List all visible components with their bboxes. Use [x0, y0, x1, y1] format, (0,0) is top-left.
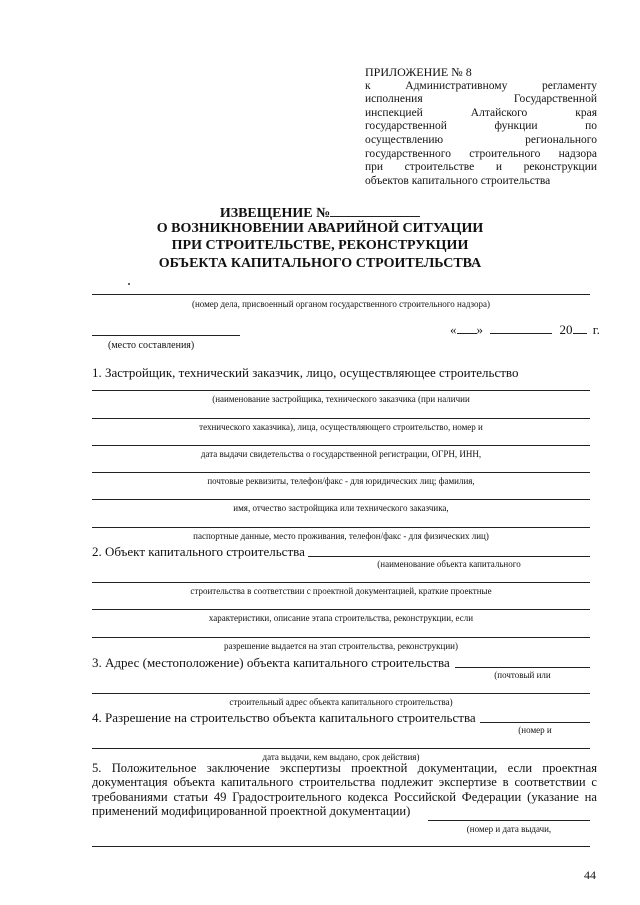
section-1-line[interactable] [92, 527, 590, 528]
section-4-caption: дата выдачи, кем выдано, срок действия) [262, 752, 420, 762]
day-blank[interactable] [457, 322, 477, 334]
section-2-caption: строительства в соответствии с проектной документацией, краткие проектные [190, 586, 492, 596]
appendix-line: исполнения Государственной [365, 93, 597, 106]
case-number-line[interactable] [92, 294, 590, 295]
page-number: 44 [584, 868, 596, 882]
notice-number-blank[interactable] [330, 204, 420, 217]
appendix-line: объектов капитального строительства [365, 174, 551, 187]
year-suffix: г. [592, 322, 600, 337]
notice-subtitle-1: О ВОЗНИКНОВЕНИИ АВАРИЙНОЙ СИТУАЦИИ [156, 221, 484, 236]
section-2-line[interactable] [92, 637, 590, 638]
case-number-caption: (номер дела, присвоенный органом государственного строительного надзора) [191, 299, 491, 309]
section-2-caption: (наименование объекта капитального [377, 559, 521, 569]
section-5-line: документация объекта капитального строительства подлежит экспертизе в соответствии с [92, 775, 597, 790]
appendix-line: осуществлению регионального [365, 133, 597, 146]
appendix-line: к Административному регламенту [365, 79, 597, 92]
section-2-caption: характеристики, описание этапа строительства, реконструкции, если [208, 613, 474, 623]
date-quote-open: « [450, 322, 457, 337]
section-3-title: 3. Адрес (местоположение) объекта капитального строительства [92, 655, 450, 670]
notice-subtitle-3: ОБЪЕКТА КАПИТАЛЬНОГО СТРОИТЕЛЬСТВА [158, 256, 482, 271]
notice-title-text: ИЗВЕЩЕНИЕ № [219, 206, 331, 221]
section-5-line-blank[interactable] [92, 846, 590, 847]
section-1-caption: паспортные данные, место проживания, телефон/факс - для физических лиц) [193, 531, 489, 541]
section-4-caption: (номер и [518, 725, 552, 735]
section-5-line: требованиями статьи 49 Градостроительного кодекса Российской Федерации (указание на [92, 789, 597, 804]
appendix-line: государственной функции по [365, 120, 597, 133]
section-1-caption: дата выдачи свидетельства о государственной регистрации, ОГРН, ИНН, [200, 449, 482, 459]
section-1-line[interactable] [92, 445, 590, 446]
notice-title [0, 204, 640, 222]
section-5-line: 5. Положительное заключение экспертизы проектной документации, если проектная [92, 761, 597, 775]
section-5-caption: (номер и дата выдачи, [466, 824, 552, 834]
appendix-line: государственного строительного надзора [365, 147, 597, 160]
section-4-line[interactable] [92, 748, 590, 749]
month-blank[interactable] [490, 322, 552, 334]
section-1-caption: почтовые реквизиты, телефон/факс - для юридических лиц; фамилия, [207, 476, 475, 486]
year-blank[interactable] [573, 322, 587, 334]
section-2-line[interactable] [92, 609, 590, 610]
section-5-line: применений модифицированной проектной документации) [92, 803, 411, 818]
place-line[interactable] [92, 335, 240, 336]
section-2-line[interactable] [308, 556, 590, 557]
section-2-caption: разрешение выдается на этап строительства, реконструкции) [224, 641, 458, 651]
section-3-line[interactable] [92, 693, 590, 694]
section-1-line[interactable] [92, 499, 590, 500]
section-5-line-blank[interactable] [428, 820, 590, 821]
section-1-line[interactable] [92, 472, 590, 473]
date-quote-close: » [476, 322, 483, 337]
section-4-line[interactable] [480, 722, 590, 723]
section-1-caption: имя, отчество застройщика или технического заказчика, [233, 503, 449, 513]
section-3-line[interactable] [455, 667, 590, 668]
section-1-caption: (наименование застройщика, технического заказчика (при наличии [212, 394, 470, 404]
appendix-line: при строительстве и реконструкции [365, 161, 597, 174]
section-5-text [92, 761, 597, 818]
year-prefix: 20 [559, 322, 573, 337]
section-1-caption: технического хаказчика), лица, осуществляющего строительство, номер и [199, 422, 483, 432]
section-2-title: 2. Объект капитального строительства [92, 544, 305, 559]
notice-subtitle-2: ПРИ СТРОИТЕЛЬСТВЕ, РЕКОНСТРУКЦИИ [171, 238, 469, 253]
section-1-line[interactable] [92, 418, 590, 419]
stray-dot [128, 283, 130, 285]
section-1-title: 1. Застройщик, технический заказчик, лицо, осуществляющее строительство [92, 365, 519, 380]
date-field [450, 322, 600, 338]
section-2-line[interactable] [92, 582, 590, 583]
appendix-line: инспекцией Алтайского края [365, 106, 597, 119]
section-3-caption: строительный адрес объекта капитального строительства) [229, 697, 453, 707]
appendix-header [365, 66, 597, 188]
section-1-line[interactable] [92, 390, 590, 391]
place-caption: (место составления) [108, 340, 195, 351]
appendix-title: ПРИЛОЖЕНИЕ № 8 [365, 65, 472, 79]
section-3-caption: (почтовый или [494, 670, 551, 680]
section-4-title: 4. Разрешение на строительство объекта капитального строительства [92, 710, 476, 725]
